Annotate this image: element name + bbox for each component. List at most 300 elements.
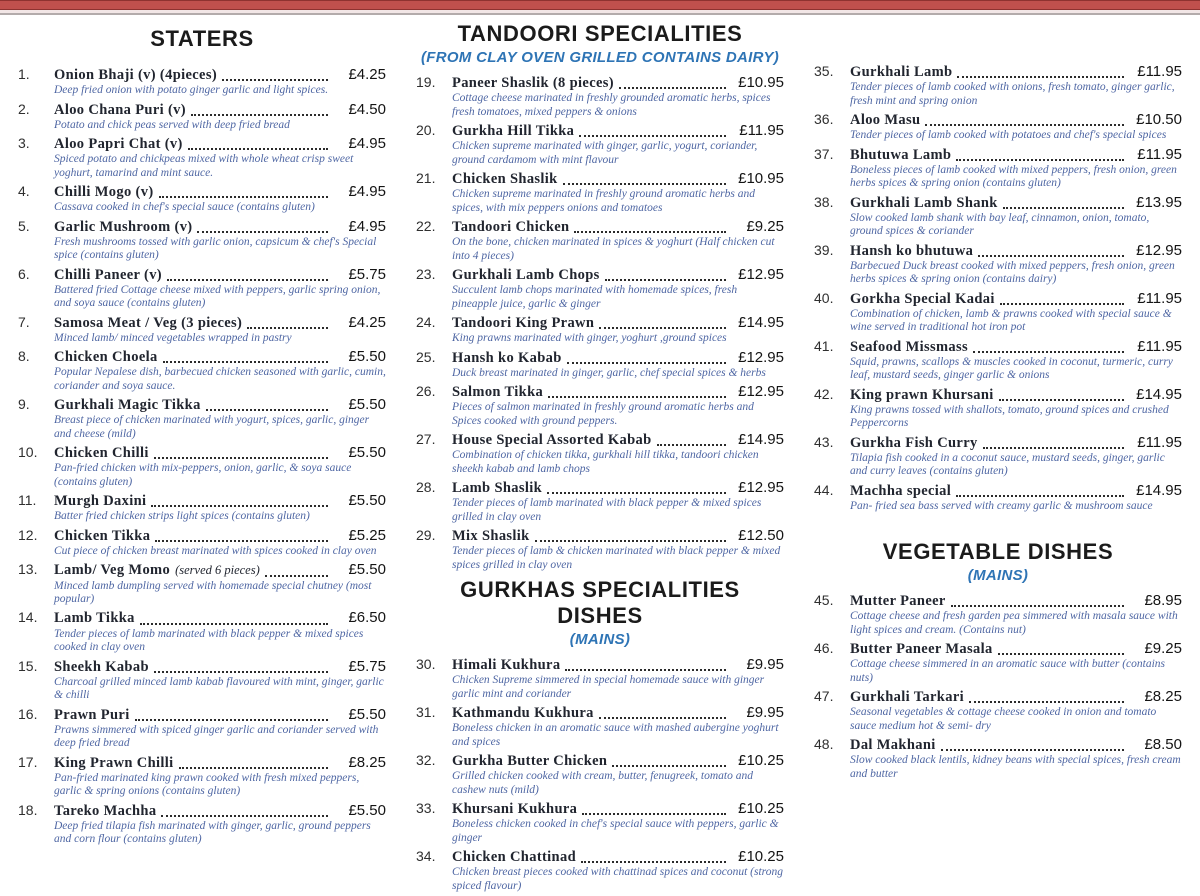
item-number: 6. [18, 265, 30, 282]
item-number: 15. [18, 657, 38, 674]
item-name: Prawn Puri [54, 706, 130, 723]
item-description: Pan- fried sea bass served with creamy garlic & mushroom sauce [850, 499, 1153, 512]
dot-leader [567, 362, 726, 364]
item-name: Tareko Machha [54, 802, 157, 819]
item-price: £5.25 [348, 526, 386, 544]
item-description: Duck breast marinated in ginger, garlic, chef special spices & herbs [452, 366, 766, 379]
menu-item-line [416, 122, 784, 140]
menu-item [416, 527, 784, 572]
dot-leader [163, 361, 328, 363]
item-price: £12.95 [738, 266, 784, 284]
dot-leader [983, 447, 1124, 449]
dot-leader [612, 765, 726, 767]
dot-leader [957, 76, 1124, 78]
item-description: Batter fried chicken strips light spices (contains gluten) [54, 510, 310, 523]
item-name: Bhutuwa Lamb [850, 146, 952, 163]
item-number: 17. [18, 753, 38, 770]
menu-columns [0, 15, 1200, 896]
item-number: 43. [814, 433, 834, 450]
menu-item-line [814, 146, 1182, 164]
item-description: Fresh mushrooms tossed with garlic onion, capsicum & chef's Special spice (contains gluten) [54, 235, 377, 262]
dot-leader [154, 457, 328, 459]
menu-item-line [18, 266, 386, 284]
dot-leader [941, 749, 1124, 751]
item-description: Boneless pieces of lamb cooked with mixed peppers, fresh onion, green herbs spices & spring onion (contains gluten) [850, 163, 1177, 190]
item-number: 47. [814, 688, 834, 705]
menu-item-line [416, 431, 784, 449]
menu-item [814, 111, 1182, 143]
item-description: Cottage cheese simmered in an aromatic sauce with butter (contains nuts) [850, 658, 1166, 684]
item-number: 35. [814, 63, 834, 79]
item-description: Slow cooked black lentils, kidney beans with special spices, fresh cream and butter [850, 754, 1181, 780]
item-name: Paneer Shaslik (8 pieces) [452, 75, 614, 91]
menu-item-line [18, 314, 386, 332]
menu-item-line [416, 349, 784, 367]
menu-item-line [416, 218, 784, 236]
menu-item-line [416, 383, 784, 401]
item-name: Chicken Chilli [54, 445, 149, 462]
menu-item [416, 704, 784, 749]
item-number: 22. [416, 218, 436, 235]
menu-item-line [18, 561, 386, 579]
menu-item-line [416, 656, 784, 674]
item-name: Garlic Mushroom (v) [54, 218, 193, 235]
menu-item-line [416, 74, 784, 92]
menu-item [416, 74, 784, 119]
menu-item [416, 218, 784, 263]
item-name: Gurkha Fish Curry [850, 434, 978, 451]
menu-item-line [18, 609, 386, 627]
menu-column [18, 17, 386, 896]
item-name: Aloo Chana Puri (v) [54, 101, 186, 118]
item-description: Tender pieces of lamb & chicken marinated with black pepper & mixed spices grilled in clay oven [452, 545, 781, 571]
section-title: VEGETABLE DISHES [882, 539, 1114, 565]
menu-item-line [814, 194, 1182, 212]
item-number: 40. [814, 289, 834, 306]
dot-leader [222, 79, 328, 81]
dot-leader [599, 717, 726, 719]
menu-column [416, 17, 784, 896]
item-number: 13. [18, 561, 38, 578]
item-price: £11.95 [1137, 63, 1182, 80]
item-description: Potato and chick peas served with deep fried bread [54, 118, 290, 131]
dot-leader [582, 813, 726, 815]
item-number: 48. [814, 736, 834, 753]
menu-item-line [814, 386, 1182, 404]
item-price: £12.95 [738, 348, 784, 366]
item-number: 38. [814, 193, 834, 210]
item-price: £10.50 [1136, 111, 1182, 129]
menu-item [18, 444, 386, 489]
item-price: £5.50 [348, 444, 386, 462]
item-number: 36. [814, 111, 834, 128]
item-price: £11.95 [1137, 337, 1182, 355]
item-number: 14. [18, 609, 38, 626]
section-title: TANDOORI SPECIALITIES [457, 21, 743, 46]
section-subtitle: (MAINS) [967, 567, 1029, 585]
item-description: King prawns marinated with ginger, yoghurt ,ground spices [452, 332, 727, 345]
menu-item-line [18, 183, 386, 201]
menu-item [416, 656, 784, 701]
menu-item [18, 135, 386, 180]
item-number: 44. [814, 481, 834, 498]
dot-leader [179, 767, 328, 769]
item-price: £11.95 [1137, 433, 1182, 451]
item-price: £10.25 [738, 800, 784, 818]
menu-item-line [814, 338, 1182, 356]
item-number: 46. [814, 640, 834, 657]
item-name: Chicken Choela [54, 349, 158, 366]
dot-leader [619, 87, 726, 89]
dot-leader [167, 279, 328, 281]
item-number: 25. [416, 348, 436, 365]
item-number: 31. [416, 704, 436, 721]
item-price: £5.75 [348, 265, 386, 283]
dot-leader [191, 114, 328, 116]
item-description: Battered fried Cottage cheese mixed with peppers, garlic spring onion, and soya sauce (contains gluten) [54, 283, 381, 310]
menu-item-line [416, 527, 784, 545]
menu-item [18, 561, 386, 606]
menu-item [814, 688, 1182, 733]
item-description: Tilapia fish cooked in a coconut sauce, mustard seeds, ginger, garlic and curry leaves (contains gluten) [850, 451, 1165, 478]
item-name: Gurkhali Tarkari [850, 689, 964, 706]
dot-leader [159, 196, 329, 198]
menu-item-line [814, 640, 1182, 658]
item-price: £4.25 [348, 66, 386, 83]
menu-item [416, 383, 784, 428]
section-header [416, 577, 784, 648]
dot-leader [535, 540, 726, 542]
item-description: Minced lamb dumpling served with homemade special chutney (most popular) [54, 579, 372, 606]
dot-leader [657, 444, 726, 446]
dot-leader [998, 653, 1124, 655]
item-description: Boneless chicken in an aromatic sauce with mashed aubergine yoghurt and spices [452, 722, 779, 748]
menu-item-line [814, 688, 1182, 706]
dot-leader [574, 231, 726, 233]
menu-item [814, 482, 1182, 514]
item-number: 24. [416, 314, 436, 331]
item-price: £12.95 [738, 383, 784, 401]
dot-leader [563, 183, 726, 185]
menu-item-line [814, 111, 1182, 129]
menu-item [416, 349, 784, 381]
item-name: Butter Paneer Masala [850, 641, 993, 658]
item-name: Himali Kukhura [452, 657, 561, 674]
menu-item [814, 338, 1182, 383]
item-name: Gurkhali Lamb [850, 64, 953, 80]
section-title: GURKHAS SPECIALITIES DISHES [460, 577, 740, 629]
item-number: 32. [416, 752, 436, 769]
item-price: £5.50 [348, 561, 386, 579]
section-header [814, 539, 1182, 584]
menu-item [416, 752, 784, 797]
item-number: 4. [18, 183, 30, 200]
item-number: 23. [416, 266, 436, 283]
menu-item-line [416, 704, 784, 722]
item-description: Spiced potato and chickpeas mixed with whole wheat crisp sweet yoghurt, tamarind and mint sauce. [54, 153, 354, 179]
menu-item [814, 640, 1182, 685]
item-price: £8.25 [1144, 688, 1182, 706]
dot-leader [547, 492, 726, 494]
item-name: Tandoori Chicken [452, 219, 570, 236]
item-name: Chilli Paneer (v) [54, 266, 162, 283]
menu-item [416, 800, 784, 845]
item-description: Cottage cheese marinated in freshly grounded aromatic herbs, spices fresh tomatoes, mixed peppers & onions [452, 92, 771, 118]
section-subtitle: (MAINS) [569, 631, 631, 649]
menu-item [18, 492, 386, 524]
menu-item [416, 314, 784, 346]
item-price: £10.95 [738, 74, 784, 91]
dot-leader [599, 327, 726, 329]
dot-leader [197, 231, 328, 233]
item-name: Sheekh Kabab [54, 658, 149, 675]
item-description: Barbecued Duck breast cooked with mixed peppers, fresh onion, green herbs spices & spring onion (contains dairy) [850, 259, 1175, 286]
menu-item [814, 434, 1182, 479]
item-description: Pieces of salmon marinated in freshly ground aromatic herbs and Spices cooked with ground peppers. [452, 401, 754, 427]
item-price: £5.50 [348, 492, 386, 510]
item-description: Boneless chicken cooked in chef's special sauce with peppers, garlic & ginger [452, 818, 779, 844]
item-name: Kathmandu Kukhura [452, 705, 594, 722]
item-price: £4.95 [348, 217, 386, 235]
dot-leader [548, 396, 726, 398]
item-price: £14.95 [738, 314, 784, 332]
menu-item [18, 802, 386, 847]
menu-item-line [814, 242, 1182, 260]
item-price: £4.50 [348, 100, 386, 118]
item-price: £13.95 [1136, 193, 1182, 211]
menu-item-line [416, 170, 784, 188]
section-subtitle: (FROM CLAY OVEN GRILLED CONTAINS DAIRY) [420, 49, 780, 66]
item-name: Aloo Masu [850, 112, 921, 129]
item-price: £10.25 [738, 752, 784, 770]
item-price: £9.95 [746, 704, 784, 722]
menu-item-line [18, 527, 386, 545]
item-number: 29. [416, 527, 436, 544]
item-price: £10.95 [738, 170, 784, 188]
item-name: Chicken Shaslik [452, 171, 558, 188]
item-name: Seafood Missmass [850, 338, 968, 355]
dot-leader [956, 159, 1124, 161]
item-name: King Prawn Chilli [54, 754, 174, 771]
menu-item [18, 266, 386, 311]
item-description: Tender pieces of lamb marinated with black pepper & mixed spices cooked in clay oven [54, 627, 364, 654]
dot-leader [155, 540, 328, 542]
item-name: Hansh ko Kabab [452, 349, 562, 366]
item-number: 8. [18, 348, 30, 365]
menu-item [416, 848, 784, 893]
dot-leader [999, 399, 1124, 401]
item-price: £9.25 [1144, 640, 1182, 658]
item-number: 27. [416, 431, 436, 448]
menu-item [18, 754, 386, 799]
menu-item [416, 431, 784, 476]
item-note: (served 6 pieces) [175, 563, 260, 578]
item-name: Chilli Mogo (v) [54, 184, 154, 201]
item-number: 5. [18, 217, 30, 234]
dot-leader [973, 351, 1124, 353]
item-number: 1. [18, 66, 30, 82]
item-description: Combination of chicken, lamb & prawns cooked with special sauce & wine served in traditional hot iron pot [850, 307, 1172, 334]
dot-leader [956, 495, 1124, 497]
item-description: Cut piece of chicken breast marinated with spices cooked in clay oven [54, 545, 377, 558]
item-description: Succulent lamb chops marinated with homemade spices, fresh pineapple juice, garlic & ginger [452, 284, 738, 310]
menu-item-line [416, 266, 784, 284]
menu-item [814, 242, 1182, 287]
item-description: Popular Nepalese dish, barbecued chicken seasoned with garlic, cumin, coriander and soya sauce. [54, 366, 386, 392]
menu-item [416, 122, 784, 167]
item-name: Tandoori King Prawn [452, 315, 595, 332]
dot-leader [135, 719, 328, 721]
item-price: £4.25 [348, 313, 386, 331]
item-description: Tender pieces of lamb cooked with onions, fresh tomato, ginger garlic, fresh mint and spring onion [850, 81, 1175, 107]
item-price: £11.95 [739, 122, 784, 140]
item-name: Lamb/ Veg Momo [54, 562, 171, 579]
dot-leader [161, 815, 328, 817]
item-price: £4.95 [348, 135, 386, 153]
menu-item [416, 266, 784, 311]
item-price: £12.95 [738, 479, 784, 497]
item-price: £14.95 [738, 431, 784, 449]
item-number: 42. [814, 385, 834, 402]
item-description: Cassava cooked in chef's special sauce (contains gluten) [54, 201, 315, 214]
item-price: £8.25 [348, 753, 386, 771]
item-description: Minced lamb/ minced vegetables wrapped in pastry [54, 331, 292, 344]
item-price: £14.95 [1136, 385, 1182, 403]
item-name: Murgh Daxini [54, 493, 147, 510]
item-price: £8.50 [1144, 736, 1182, 754]
item-number: 3. [18, 135, 30, 152]
menu-item-line [814, 592, 1182, 610]
dot-leader [925, 124, 1124, 126]
menu-item-line [814, 290, 1182, 308]
section-title: STATERS [150, 26, 254, 51]
item-description: Grilled chicken cooked with cream, butter, fenugreek, tomato and cashew nuts (mild) [452, 770, 753, 796]
item-price: £5.50 [348, 396, 386, 414]
item-name: Lamb Tikka [54, 610, 135, 627]
menu-item-line [18, 396, 386, 414]
item-description: On the bone, chicken marinated in spices & yoghurt (Half chicken cut into 4 pieces) [452, 236, 775, 262]
menu-column [814, 17, 1182, 896]
item-name: Hansh ko bhutuwa [850, 242, 974, 259]
item-description: Combination of chicken tikka, gurkhali hill tikka, tandoori chicken sheekh kabab and lamb chops [452, 449, 759, 475]
menu-item-line [18, 658, 386, 676]
menu-item-line [18, 706, 386, 724]
dot-leader [579, 135, 726, 137]
dot-leader [247, 327, 328, 329]
item-price: £14.95 [1136, 481, 1182, 499]
item-description: Slow cooked lamb shank with bay leaf, cinnamon, onion, tomato, ground spices & coriander [850, 211, 1150, 238]
menu-item-line [814, 736, 1182, 754]
item-number: 21. [416, 170, 436, 187]
item-number: 30. [416, 656, 436, 673]
menu-item-line [814, 434, 1182, 452]
menu-item-line [416, 314, 784, 332]
item-number: 9. [18, 396, 30, 413]
dot-leader [565, 669, 726, 671]
menu-item [416, 479, 784, 524]
item-description: Tender pieces of lamb cooked with potatoes and chef's special spices [850, 129, 1167, 142]
item-number: 12. [18, 526, 38, 543]
menu-item [814, 194, 1182, 239]
menu-item [814, 386, 1182, 431]
item-name: Samosa Meat / Veg (3 pieces) [54, 314, 243, 331]
menu-item [416, 170, 784, 215]
menu-item [814, 592, 1182, 637]
item-description: King prawns tossed with shallots, tomato, ground spices and crushed Peppercorns [850, 403, 1169, 430]
dot-leader [1000, 303, 1124, 305]
item-description: Breast piece of chicken marinated with yogurt, spices, garlic, ginger and cheese (mild) [54, 414, 370, 440]
item-price: £4.95 [348, 183, 386, 201]
item-price: £9.95 [746, 656, 784, 674]
dot-leader [154, 671, 328, 673]
item-description: Chicken Supreme simmered in special homemade sauce with ginger garlic mint and coriander [452, 674, 765, 700]
item-number: 10. [18, 444, 38, 461]
item-name: House Special Assorted Kabab [452, 432, 652, 449]
item-description: Squid, prawns, scallops & muscles cooked in coconut, turmeric, curry leaf, mustard seeds, ginger garlic & onions [850, 355, 1173, 382]
item-number: 19. [416, 74, 436, 90]
top-border-red-bar [0, 0, 1200, 10]
item-description: Deep fried tilapia fish marinated with ginger, garlic, ground peppers and corn flour (contains gluten) [54, 819, 371, 846]
top-border [0, 0, 1200, 15]
menu-item-line [18, 754, 386, 772]
menu-item [18, 609, 386, 654]
item-description: Pan-fried chicken with mix-peppers, onion, garlic, & soya sauce (contains gluten) [54, 462, 352, 488]
item-number: 45. [814, 592, 834, 609]
item-price: £11.95 [1137, 145, 1182, 163]
menu-item [18, 527, 386, 559]
item-name: Gurkhali Magic Tikka [54, 397, 201, 414]
item-number: 37. [814, 145, 834, 162]
menu-item-line [814, 482, 1182, 500]
menu-item [18, 314, 386, 346]
menu-item-line [18, 348, 386, 366]
item-description: Chicken supreme marinated in freshly ground aromatic herbs and spices, with mix peppers onions and tomatoes [452, 188, 756, 214]
item-price: £10.25 [738, 848, 784, 866]
item-price: £5.50 [348, 801, 386, 819]
dot-leader [605, 279, 726, 281]
menu-item [814, 146, 1182, 191]
item-price: £5.75 [348, 657, 386, 675]
menu-item [18, 66, 386, 98]
menu-item-line [814, 63, 1182, 81]
section-header [18, 26, 386, 52]
menu-item [18, 348, 386, 393]
dot-leader [265, 575, 328, 577]
dot-leader [978, 255, 1124, 257]
menu-item [18, 396, 386, 441]
menu-item [814, 63, 1182, 108]
menu-item-line [18, 101, 386, 119]
item-name: Gurkha Hill Tikka [452, 123, 575, 140]
item-name: Gurkha Butter Chicken [452, 753, 608, 770]
item-number: 11. [18, 492, 37, 509]
item-name: Dal Makhani [850, 737, 936, 754]
menu-item-line [18, 135, 386, 153]
item-name: Onion Bhaji (v) (4pieces) [54, 67, 218, 83]
menu-item [18, 183, 386, 215]
item-name: Mix Shaslik [452, 528, 530, 545]
item-name: Khursani Kukhura [452, 801, 578, 818]
item-number: 39. [814, 241, 834, 258]
item-description: Prawns simmered with spiced ginger garlic and coriander served with deep fried bread [54, 723, 379, 750]
item-price: £8.95 [1144, 592, 1182, 610]
item-price: £6.50 [348, 609, 386, 627]
menu-item-line [416, 752, 784, 770]
item-description: Chicken supreme marinated with ginger, garlic, yogurt, coriander, ground cardamom with mint flavour [452, 140, 758, 166]
item-description: Chicken breast pieces cooked with chattinad spices and coconut (strong spiced flavour) [452, 866, 783, 892]
dot-leader [206, 409, 328, 411]
item-number: 34. [416, 848, 436, 865]
